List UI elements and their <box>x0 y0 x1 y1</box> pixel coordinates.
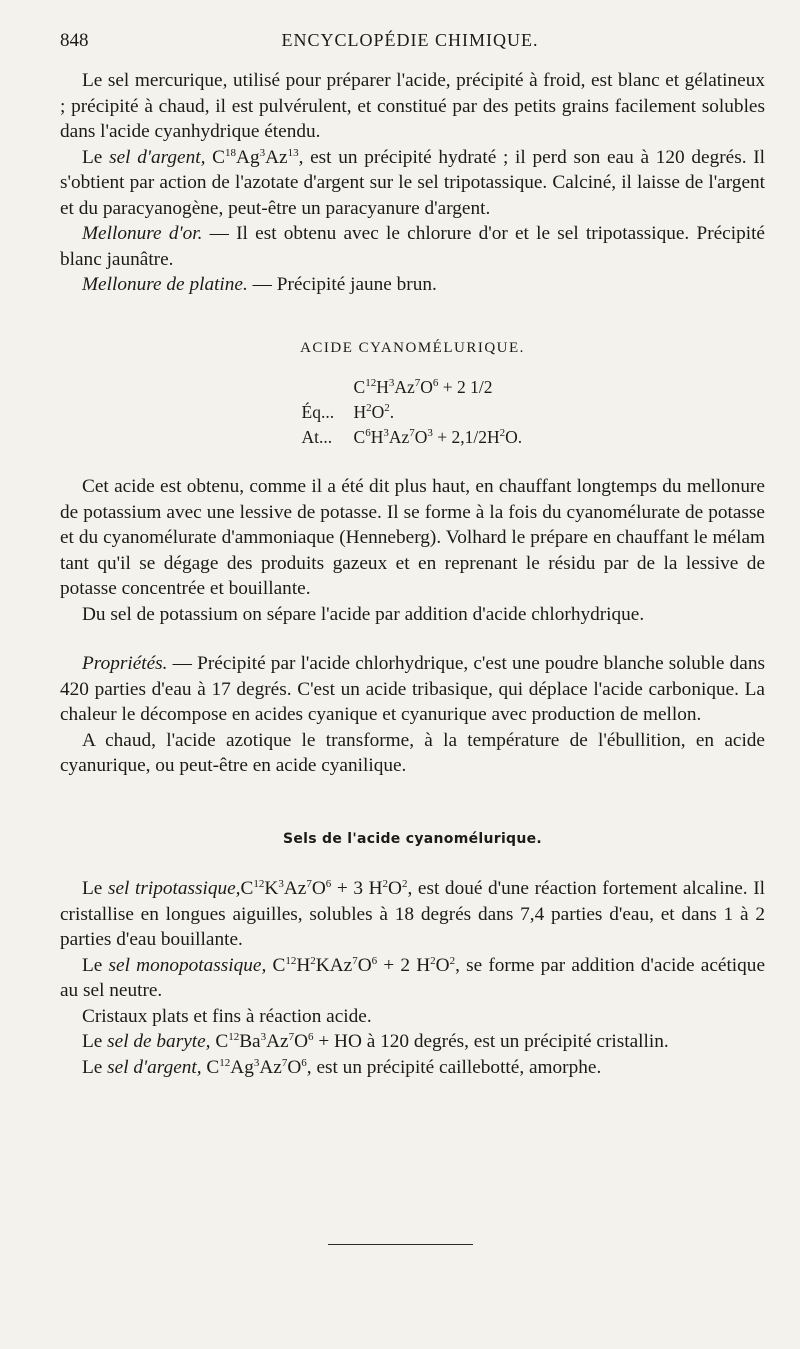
paragraph-tripotassic-salt: Le sel $tripotassique,C^{12}K^3Az^7O^6 + 3$ $H^2O^2$, est doué d'une réaction fortement alcaline. Il cristallise en longues aiguilles, solubles à 18 degrés dans 7,4 parties d'eau, et dans 1 à 2 parties d'eau bouillante. <box>60 878 766 950</box>
paragraph-preparation: Cet acide est obtenu, comme il a été dit plus haut, en chauffant longtemps du mellonure de potassium avec une lessive de potasse. Il se forme à la fois du cyanomélurate de potasse et du cyanomélurate d'ammoniaque (Henneberg). Volhard le prépare en chauffant le mélam tant qu'il se dégage des produits gazeux et en reprenant le résidu par de la lessive de potasse concentrée et bouillante. <box>60 476 765 599</box>
paragraph-silver-salt-cyanomelurate: Le sel d'argent, $C^{12}Ag^3Az^7O^6$, est un précipité caillebotté, amorphe. <box>82 1056 602 1078</box>
subsection-title: Sels de l'acide cyanomélurique. <box>282 830 543 847</box>
running-title: ENCYCLOPÉDIE CHIMIQUE. <box>281 30 539 50</box>
page-header <box>60 30 760 60</box>
paragraph-monopotassic-salt: Le sel monopotassique, $C^{12}H^2KAz^7O^6 + 2$ $H^2O^2$, se forme par addition d'acide acétique au sel neutre. <box>60 954 766 1001</box>
formula-equivalent: $Éq...C^{12}H^3Az^7O^6 + 2$ 1/2 $H^2O^2$. <box>301 377 493 422</box>
paragraph-properties: Propriétés. — Précipité par l'acide chlorhydrique, c'est une poudre blanche soluble dans 420 parties d'eau à 17 degrés. C'est un acide tribasique, qui déplace l'acide carbonique. La chaleur le décompose en acides cyanique et cyanurique avec production de mellon. <box>60 653 765 725</box>
paragraph-barium-salt: Le sel de baryte, $C^{12}Ba^3Az^7O^6$ + HO à 120 degrés, est un précipité cristallin. <box>82 1031 669 1052</box>
paragraph-crystals: Cristaux plats et fins à réaction acide. <box>82 1005 372 1027</box>
paragraph-separation: Du sel de potassium on sépare l'acide par addition d'acide chlorhydrique. <box>82 603 645 625</box>
page-body <box>60 68 765 1080</box>
paragraph-silver-salt: Le sel d'argent, $C^{18}Ag^3Az^{13}$, est un précipité hydraté ; il perd son eau à 120 degrés. Il s'obtient par action de l'azotate d'argent sur le sel tripotassique. Calciné, il laisse de l'argent et du paracyanogène, peut-être un paracyanure d'argent. <box>60 146 766 219</box>
paragraph-mercuric-salt: Le sel mercurique, utilisé pour préparer l'acide, précipité à froid, est blanc et gélatineux ; précipité à chaud, il est pulvérulent, et constitué par des petits grains facilement solubles dans l'acide cyanhydrique étendu. <box>60 70 765 142</box>
page-number: 848 <box>60 30 89 51</box>
paragraph-platinum-mellonide: Mellonure de platine. — Précipité jaune brun. <box>82 274 437 295</box>
formula-atomic: At... $C^6H^3Az^7O^3 + 2,1/2H^2O$. <box>301 427 523 447</box>
paragraph-nitric-acid: A chaud, l'acide azotique le transforme, à la température de l'ébullition, en acide cyanurique, ou peut-être en acide cyanilique. <box>60 729 765 776</box>
paragraph-gold-mellonide: Mellonure d'or. — Il est obtenu avec le chlorure d'or et le sel tripotassique. Précipité blanc jaunâtre. <box>60 223 765 270</box>
closing-rule <box>328 1244 473 1245</box>
section-title: ACIDE CYANOMÉLURIQUE. <box>300 339 525 356</box>
